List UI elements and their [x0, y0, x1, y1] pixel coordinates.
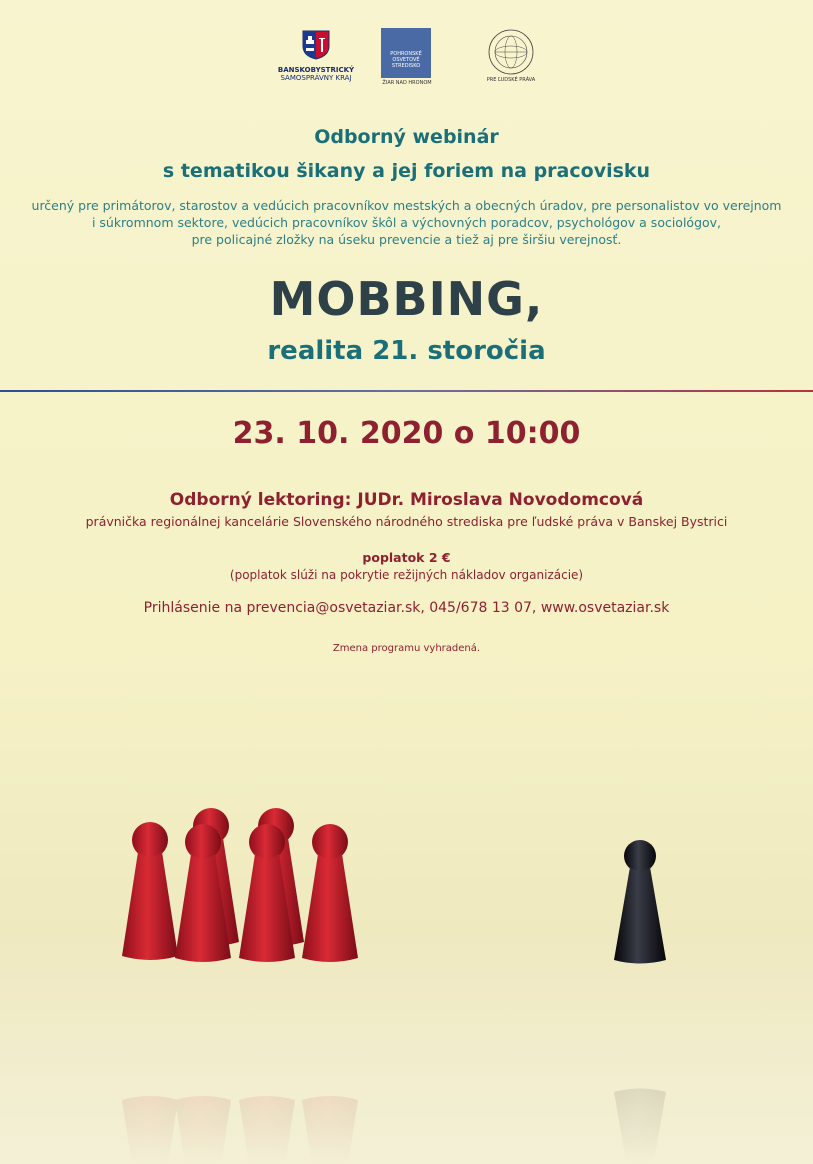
pawns-illustration [0, 760, 813, 1164]
lecturer-role: právnička regionálnej kancelárie Slovenského národného strediska pre ľudské práva v Banskej Bystrici [85, 514, 728, 529]
section-divider [0, 390, 813, 392]
black-pawn [614, 840, 666, 964]
fee-label: poplatok 2 € [362, 550, 451, 565]
red-pawn [302, 824, 358, 962]
webinar-title: Odborný webinár [314, 126, 499, 148]
pos-subtitle: ŽIAR NAD HRONOM [382, 80, 432, 86]
registration-info: Prihlásenie na prevencia@osvetaziar.sk, 045/678 13 07, www.osvetaziar.sk [143, 600, 670, 616]
red-pawns-group [122, 808, 358, 962]
pos-line-1: POHRONSKÉ [390, 51, 422, 57]
event-date: 23. 10. 2020 o 10:00 [232, 416, 581, 451]
audience-line-3: pre policajné zložky na úseku prevencie a tiež aj pre širšiu verejnosť. [191, 232, 622, 247]
coat-of-arms-icon [302, 30, 330, 60]
black-pawn-group [614, 840, 666, 964]
pos-line-3: STREDISKO [391, 63, 421, 69]
program-change-note: Zmena programu vyhradená. [332, 643, 481, 654]
pos-logo [381, 28, 433, 86]
bbsk-logo [276, 28, 356, 82]
human-rights-center-subtitle: PRE ĽUDSKÉ PRÁVA [486, 77, 536, 83]
audience-line-2: i súkromnom sektore, vedúcich pracovníkov škôl a výchovných poradcov, psychológov a sociológov, [91, 215, 722, 230]
webinar-topic: s tematikou šikany a jej foriem na pracovisku [162, 160, 651, 182]
bbsk-subname: SAMOSPRÁVNY KRAJ [280, 74, 352, 82]
pawn-reflections [122, 1089, 666, 1164]
lecturer-name: Odborný lektoring: JUDr. Miroslava Novodomcová [169, 490, 644, 510]
audience-line-1: určený pre primátorov, starostov a vedúcich pracovníkov mestských a obecných úradov, pre personalistov vo verejnom [31, 198, 782, 213]
bbsk-name: BANSKOBYSTRICKÝ [277, 66, 355, 74]
fee-note: (poplatok slúži na pokrytie režijných nákladov organizácie) [229, 568, 584, 582]
pos-logo-box [381, 28, 431, 78]
main-subtitle: realita 21. storočia [267, 336, 546, 366]
main-title: MOBBING, [269, 272, 544, 326]
globe-ring-icon [486, 28, 536, 76]
logo-bar [0, 28, 813, 90]
human-rights-center-logo [481, 28, 541, 83]
pos-line-2: OSVETOVÉ [392, 57, 420, 63]
red-pawn [122, 822, 178, 960]
